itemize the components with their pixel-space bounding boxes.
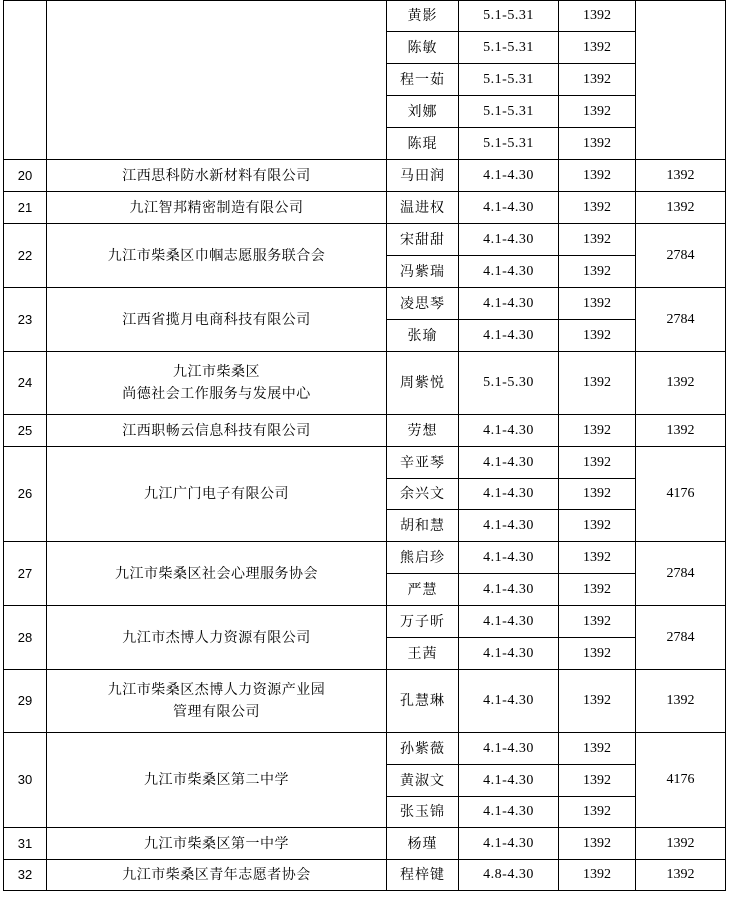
person-name: 孔慧琳: [387, 670, 459, 733]
person-name: 陈琨: [387, 128, 459, 160]
organization-total: 1392: [636, 160, 726, 192]
organization-total: [636, 1, 726, 160]
person-name: 凌思琴: [387, 288, 459, 320]
organization-name: [47, 288, 387, 352]
organization-name-line: 九江市柴桑区社会心理服务协会: [115, 565, 318, 582]
organization-total: 2784: [636, 224, 726, 288]
subsidy-amount: 1392: [559, 574, 636, 606]
person-name: 胡和慧: [387, 510, 459, 542]
subsidy-amount: 1392: [559, 288, 636, 320]
person-name: 程梓键: [387, 860, 459, 891]
organization-name-line: 九江市杰博人力资源有限公司: [122, 629, 311, 646]
subsidy-amount: 1392: [559, 415, 636, 447]
row-index: 28: [4, 606, 47, 670]
organization-name-line: 江西省揽月电商科技有限公司: [122, 311, 311, 328]
row-index: 27: [4, 542, 47, 606]
subsidy-amount: 1392: [559, 860, 636, 891]
person-name: 冯紫瑞: [387, 256, 459, 288]
organization-total: 2784: [636, 288, 726, 352]
table-row: [4, 860, 726, 891]
person-name: 万子昕: [387, 606, 459, 638]
subsidy-amount: 1392: [559, 1, 636, 32]
table-row: [4, 828, 726, 860]
subsidy-amount: 1392: [559, 192, 636, 224]
subsidy-amount: 1392: [559, 670, 636, 733]
row-index: 25: [4, 415, 47, 447]
organization-total: 1392: [636, 352, 726, 415]
person-name: 宋甜甜: [387, 224, 459, 256]
subsidy-period: 5.1-5.31: [459, 32, 559, 64]
organization-total: 2784: [636, 542, 726, 606]
subsidy-period: 4.1-4.30: [459, 733, 559, 765]
subsidy-period: 4.1-4.30: [459, 542, 559, 574]
subsidy-amount: 1392: [559, 733, 636, 765]
person-name: 张玉锦: [387, 797, 459, 828]
person-name: 黄淑文: [387, 765, 459, 797]
row-index: 20: [4, 160, 47, 192]
subsidy-period: 4.1-4.30: [459, 765, 559, 797]
row-index: 24: [4, 352, 47, 415]
organization-name: [47, 352, 387, 415]
person-name: 程一茹: [387, 64, 459, 96]
person-name: 余兴文: [387, 479, 459, 510]
subsidy-table: [3, 0, 726, 891]
subsidy-period: 4.1-4.30: [459, 510, 559, 542]
organization-total: 4176: [636, 447, 726, 542]
subsidy-amount: 1392: [559, 352, 636, 415]
subsidy-amount: 1392: [559, 32, 636, 64]
person-name: 辛亚琴: [387, 447, 459, 479]
organization-name: [47, 860, 387, 891]
person-name: 周紫悦: [387, 352, 459, 415]
row-index: 26: [4, 447, 47, 542]
subsidy-amount: 1392: [559, 64, 636, 96]
subsidy-amount: 1392: [559, 256, 636, 288]
organization-name: [47, 670, 387, 733]
subsidy-period: 4.1-4.30: [459, 288, 559, 320]
subsidy-period: 4.1-4.30: [459, 160, 559, 192]
organization-name: [47, 224, 387, 288]
organization-name-line: 江西职畅云信息科技有限公司: [122, 422, 311, 439]
table-row: [4, 288, 726, 320]
subsidy-amount: 1392: [559, 638, 636, 670]
organization-name-line: 九江市柴桑区巾帼志愿服务联合会: [107, 247, 326, 264]
row-index: 22: [4, 224, 47, 288]
subsidy-period: 5.1-5.31: [459, 128, 559, 160]
person-name: 马田润: [387, 160, 459, 192]
subsidy-period: 4.1-4.30: [459, 192, 559, 224]
person-name: 温进权: [387, 192, 459, 224]
table-row: [4, 606, 726, 638]
subsidy-period: 4.1-4.30: [459, 638, 559, 670]
organization-total: 4176: [636, 733, 726, 828]
person-name: 严慧: [387, 574, 459, 606]
organization-name-line: 九江市柴桑区: [173, 364, 260, 380]
subsidy-period: 4.1-4.30: [459, 415, 559, 447]
subsidy-period: 4.1-4.30: [459, 479, 559, 510]
row-index: 21: [4, 192, 47, 224]
organization-name: [47, 733, 387, 828]
subsidy-period: 4.1-4.30: [459, 606, 559, 638]
subsidy-period: 5.1-5.30: [459, 352, 559, 415]
subsidy-amount: 1392: [559, 479, 636, 510]
subsidy-period: 4.1-4.30: [459, 797, 559, 828]
row-index: 32: [4, 860, 47, 891]
row-index: 31: [4, 828, 47, 860]
subsidy-amount: 1392: [559, 797, 636, 828]
person-name: 熊启珍: [387, 542, 459, 574]
organization-name-line: 江西思科防水新材料有限公司: [122, 167, 311, 184]
organization-total: 1392: [636, 828, 726, 860]
organization-name: [47, 192, 387, 224]
subsidy-period: 5.1-5.31: [459, 1, 559, 32]
person-name: 陈敏: [387, 32, 459, 64]
table-row: [4, 542, 726, 574]
table-row: [4, 1, 726, 32]
subsidy-amount: 1392: [559, 128, 636, 160]
table-row: [4, 733, 726, 765]
organization-name: [47, 415, 387, 447]
organization-total: 1392: [636, 415, 726, 447]
organization-name-line: 九江市柴桑区青年志愿者协会: [122, 867, 311, 883]
organization-total: 1392: [636, 670, 726, 733]
row-index: [4, 1, 47, 160]
organization-name: [47, 828, 387, 860]
person-name: 刘娜: [387, 96, 459, 128]
subsidy-amount: 1392: [559, 510, 636, 542]
row-index: 23: [4, 288, 47, 352]
organization-name-line: 九江广门电子有限公司: [144, 486, 289, 502]
subsidy-period: 4.1-4.30: [459, 320, 559, 352]
subsidy-period: 5.1-5.31: [459, 96, 559, 128]
table-body: [4, 1, 726, 891]
organization-name-line: 九江智邦精密制造有限公司: [129, 199, 304, 216]
organization-total: 1392: [636, 192, 726, 224]
subsidy-amount: 1392: [559, 447, 636, 479]
organization-total: 2784: [636, 606, 726, 670]
subsidy-amount: 1392: [559, 765, 636, 797]
organization-name-line: 九江市柴桑区第二中学: [144, 772, 289, 788]
organization-name-line: 尚德社会工作服务与发展中心: [122, 386, 311, 402]
subsidy-period: 4.8-4.30: [459, 860, 559, 891]
subsidy-amount: 1392: [559, 828, 636, 860]
subsidy-period: 4.1-4.30: [459, 447, 559, 479]
table-row: [4, 447, 726, 479]
row-index: 30: [4, 733, 47, 828]
person-name: 孙紫薇: [387, 733, 459, 765]
person-name: 黄影: [387, 1, 459, 32]
organization-total: 1392: [636, 860, 726, 891]
subsidy-period: 4.1-4.30: [459, 256, 559, 288]
organization-name-line: 九江市柴桑区第一中学: [144, 835, 289, 852]
person-name: 杨瑾: [387, 828, 459, 860]
subsidy-amount: 1392: [559, 96, 636, 128]
organization-name: [47, 1, 387, 160]
table-row: [4, 160, 726, 192]
organization-name-line: 管理有限公司: [173, 704, 260, 720]
subsidy-amount: 1392: [559, 160, 636, 192]
table-row: [4, 192, 726, 224]
subsidy-period: 4.1-4.30: [459, 828, 559, 860]
table-row: [4, 670, 726, 733]
organization-name-line: 九江市柴桑区杰博人力资源产业园: [107, 682, 326, 698]
subsidy-period: 4.1-4.30: [459, 574, 559, 606]
subsidy-period: 5.1-5.31: [459, 64, 559, 96]
person-name: 劳想: [387, 415, 459, 447]
subsidy-period: 4.1-4.30: [459, 224, 559, 256]
subsidy-amount: 1392: [559, 542, 636, 574]
organization-name: [47, 606, 387, 670]
person-name: 王茜: [387, 638, 459, 670]
subsidy-amount: 1392: [559, 606, 636, 638]
subsidy-amount: 1392: [559, 320, 636, 352]
table-row: [4, 415, 726, 447]
subsidy-period: 4.1-4.30: [459, 670, 559, 733]
table-row: [4, 224, 726, 256]
organization-name: [47, 160, 387, 192]
organization-name: [47, 542, 387, 606]
row-index: 29: [4, 670, 47, 733]
table-row: [4, 352, 726, 415]
person-name: 张瑜: [387, 320, 459, 352]
subsidy-amount: 1392: [559, 224, 636, 256]
organization-name: [47, 447, 387, 542]
